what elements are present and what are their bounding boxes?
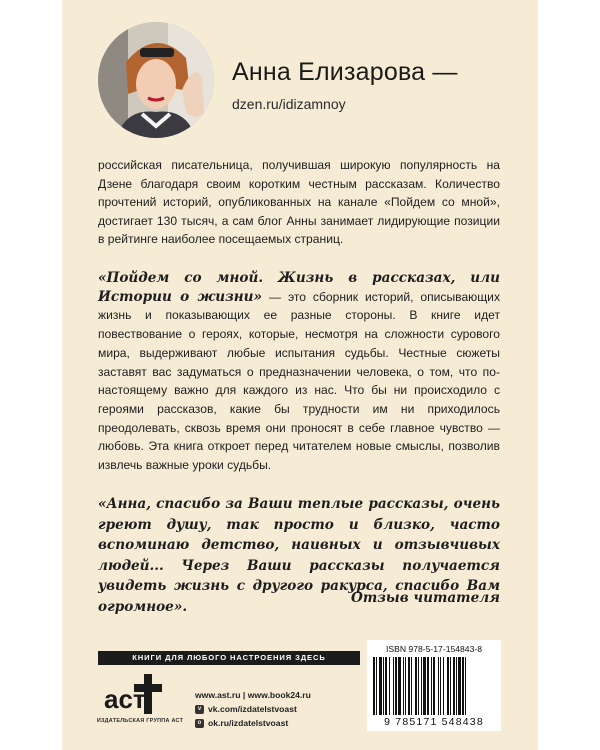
author-bio: российская писательница, получившая широкую популярность на Дзене благодаря своим коротким честным рассказам. Количество прочтений историй, опубликованных на канале «Пойдем со мной», достигает 130 тысяч, а сам блог Анны занимает лидирующие позиции в рейтинге наиболее посещаемых страниц. xyxy=(98,158,500,247)
publisher-links xyxy=(195,688,311,730)
barcode-bar xyxy=(403,657,404,715)
barcode-bar xyxy=(421,657,422,715)
publisher-caption: ИЗДАТЕЛЬСКАЯ ГРУППА АСТ xyxy=(96,718,184,724)
barcode-bar xyxy=(462,657,464,715)
barcode-bar xyxy=(443,657,444,715)
barcode-bar xyxy=(450,657,451,715)
book-title-quote: «Пойдем со мной. Жизнь в рассказах, или Истории о жизни» xyxy=(98,270,500,305)
barcode-digits: 9 785171 548438 xyxy=(384,716,484,728)
barcode-bar xyxy=(373,657,375,715)
barcode-bar xyxy=(431,657,432,715)
barcode-box xyxy=(367,640,501,731)
barcode-bar xyxy=(405,657,406,715)
ast-logo xyxy=(98,672,182,716)
barcode-bar xyxy=(398,657,401,715)
tagline-banner: КНИГИ ДЛЯ ЛЮБОГО НАСТРОЕНИЯ ЗДЕСЬ xyxy=(98,651,360,665)
barcode-bar xyxy=(408,657,410,715)
author-url: dzen.ru/idizamnoy xyxy=(232,96,346,112)
barcode-bar xyxy=(393,657,394,715)
barcode-bar xyxy=(389,657,390,715)
barcode-bar xyxy=(383,657,384,715)
barcode-bar xyxy=(433,657,435,715)
barcode-bar xyxy=(385,657,387,715)
book-description-text: — это сборник историй, описывающих жизнь и показывающих ее разные стороны. В книге идет повествование о героях, которые, несмотря на сложности сурового мира, выдерживают любые испытания судьбы. Честные сюжеты заставят вас задуматься о предназначении человека, о том, что по-настоящему важно для каждого из нас. Что бы ни происходило с героями рассказов, какие бы трудности им ни приходилось преодолевать, сквозь время они проносят в себе главное чувство — любовь. Эта книга откроет перед читателем новые смыслы, позволив извлечь важные уроки судьбы. xyxy=(98,289,500,473)
vk-icon: v xyxy=(195,705,204,714)
barcode-bar xyxy=(440,657,441,715)
barcode-bar xyxy=(418,657,419,715)
barcode-bar xyxy=(453,657,455,715)
barcode-bar xyxy=(415,657,417,715)
barcode-bar xyxy=(438,657,439,715)
author-portrait xyxy=(98,22,214,138)
barcode-bar xyxy=(456,657,457,715)
vk-link[interactable]: vk.com/izdatelstvoast xyxy=(208,704,297,714)
barcode xyxy=(373,657,495,715)
logo-text: аст xyxy=(104,684,146,714)
barcode-bar xyxy=(447,657,449,715)
barcode-bar xyxy=(458,657,461,715)
barcode-bar xyxy=(411,657,412,715)
reader-review: «Анна, спасибо за Ваши теплые рассказы, очень греют душу, так просто и близко, часто вспоминаю детство, наивных и отзывчивых людей... Через Ваши рассказы получается увидеть жизнь с другого ракурса, спасибо Вам огромное». xyxy=(98,496,500,615)
barcode-bar xyxy=(376,657,377,715)
author-name: Анна Елизарова — xyxy=(232,58,458,86)
ok-icon: o xyxy=(195,719,204,728)
barcode-bar xyxy=(379,657,382,715)
barcode-bar xyxy=(427,657,429,715)
barcode-bar xyxy=(465,657,466,715)
barcode-bar xyxy=(395,657,397,715)
book-description xyxy=(98,269,500,475)
review-source: Отзыв читателя xyxy=(351,590,500,606)
ok-link[interactable]: ok.ru/izdatelstvoast xyxy=(208,718,289,728)
isbn-number: ISBN 978-5-17-154843-8 xyxy=(385,644,483,654)
website-links[interactable]: www.ast.ru | www.book24.ru xyxy=(195,690,311,700)
barcode-bar xyxy=(423,657,426,715)
